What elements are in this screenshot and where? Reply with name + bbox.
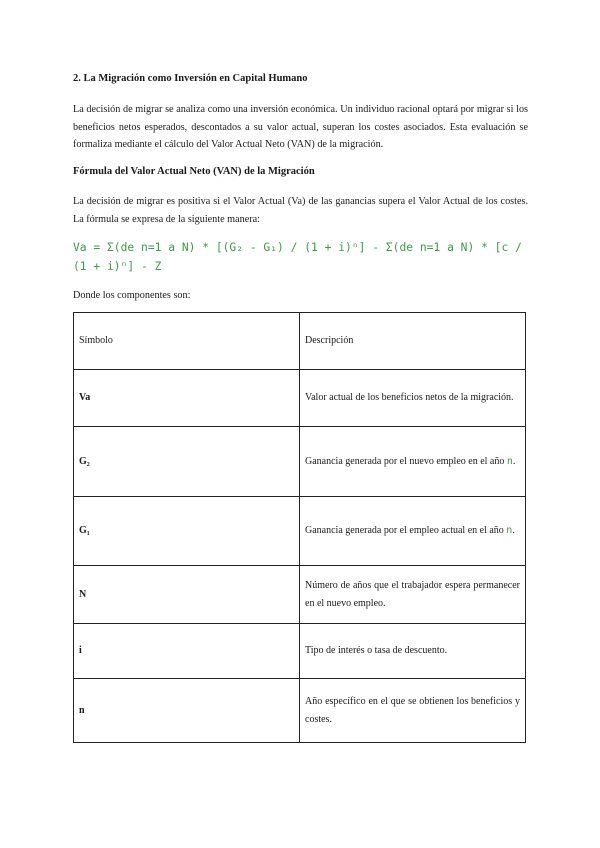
row-symbol: n xyxy=(74,679,300,743)
table-row xyxy=(74,566,526,624)
row-description: Ganancia generada por el nuevo empleo en el año xyxy=(305,455,507,467)
formula-intro: La decisión de migrar es positiva si el Valor Actual (Va) de las ganancias supera el Valor Actual de los costes. La fórmula se expresa de la siguiente manera: xyxy=(73,196,528,225)
row-description: Tipo de interés o tasa de descuento. xyxy=(300,624,526,679)
table-header-row xyxy=(74,313,526,370)
row-description: Año específico en el que se obtienen los beneficios y costes. xyxy=(300,679,526,743)
row-description-cell: Ganancia generada por el nuevo empleo en el año n. xyxy=(300,427,526,497)
table-row xyxy=(74,427,526,497)
row-symbol: G₂ xyxy=(74,427,300,497)
row-symbol: G₁ xyxy=(74,497,300,566)
row-code: n xyxy=(506,525,513,536)
van-formula: Va = Σ(de n=1 a N) * [(G₂ - G₁) / (1 + i)ⁿ] - Σ(de n=1 a N) * [c / (1 + i)ⁿ] - Z xyxy=(73,241,529,273)
table-row xyxy=(74,497,526,566)
row-description: Ganancia generada por el empleo actual en el año xyxy=(305,525,507,536)
row-description: Número de años que el trabajador espera permanecer en el nuevo empleo. xyxy=(300,566,526,624)
components-table xyxy=(73,312,526,743)
components-intro: Donde los componentes son: xyxy=(73,290,191,301)
table-row xyxy=(74,679,526,743)
row-description: Valor actual de los beneficios netos de la migración. xyxy=(300,370,526,427)
row-code: n xyxy=(506,455,513,467)
header-description: Descripción xyxy=(300,313,526,370)
row-symbol: Va xyxy=(74,370,300,427)
row-symbol: N xyxy=(74,566,300,624)
section-title: 2. La Migración como Inversión en Capital Humano xyxy=(73,73,308,84)
subsection-title: Fórmula del Valor Actual Neto (VAN) de la Migración xyxy=(73,166,315,177)
table-row xyxy=(74,624,526,679)
row-symbol: i xyxy=(74,624,300,679)
header-symbol: Símbolo xyxy=(74,313,300,370)
row-description-cell: Ganancia generada por el empleo actual en el año n. xyxy=(300,497,526,566)
intro-paragraph: La decisión de migrar se analiza como una inversión económica. Un individuo racional optará por migrar si los beneficios netos esperados, descontados a su valor actual, superan los costes asociados. Esta evaluación se formaliza mediante el cálculo del Valor Actual Neto (VAN) de la migración. xyxy=(73,104,528,150)
table-row xyxy=(74,370,526,427)
